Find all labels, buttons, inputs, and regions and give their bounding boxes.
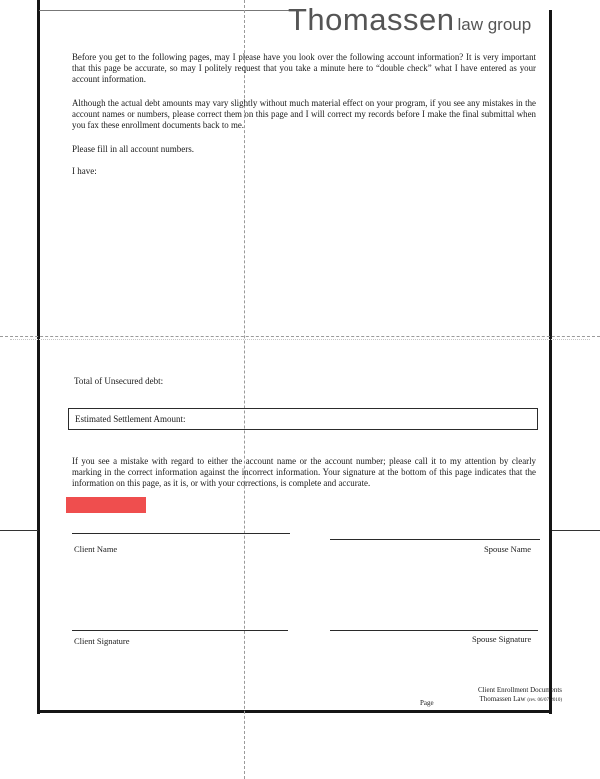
letterhead-name: Thomassen — [288, 2, 455, 37]
spouse-name-line[interactable] — [330, 539, 540, 540]
estimated-settlement-box[interactable] — [68, 408, 538, 430]
fold-crease-horizontal — [0, 336, 600, 337]
client-name-line[interactable] — [72, 533, 290, 534]
spouse-name-label: Spouse Name — [484, 544, 531, 554]
page-border-top — [39, 10, 292, 11]
client-name-label: Client Name — [74, 544, 118, 554]
second-paragraph: Although the actual debt amounts may vary slightly without much material effect on your program, if you see any mistakes in the account names or numbers, please correct them on this page and I will correct my records before I make the final submittal when you fax these enrollment documents back to me. — [72, 98, 536, 130]
footer-firm-line — [462, 695, 562, 705]
footer-firm: Thomassen Law — [479, 695, 526, 703]
footer-revision: (rev. 06/07/2010) — [527, 698, 562, 703]
instruction-text: Please fill in all account numbers. — [72, 144, 194, 154]
page-border-left — [37, 0, 40, 714]
footer-doc-title: Client Enrollment Documents — [478, 686, 562, 694]
letterhead-logo — [288, 2, 531, 38]
i-have-label: I have: — [72, 166, 97, 176]
margin-tick-right — [552, 530, 600, 531]
margin-tick-left — [0, 530, 38, 531]
spouse-signature-line[interactable] — [330, 630, 538, 631]
correction-paragraph: If you see a mistake with regard to either the account name or the account number; please call it to my attention by clearly marking in the correct information against the incorrect information. Your signature at the bottom of this page indicates that the information on this page, as it is, or with your corrections, is complete and accurate. — [72, 456, 536, 488]
intro-paragraph: Before you get to the following pages, may I please have you look over the following account information? It is very important that this page be accurate, so may I politely request that you take a minute here to “double check” what I have entered as your account information. — [72, 52, 536, 84]
page-border-bottom — [37, 710, 552, 713]
page-label: Page — [420, 699, 434, 707]
redaction-bar — [66, 497, 146, 513]
client-signature-line[interactable] — [72, 630, 288, 631]
page-border-right — [549, 10, 552, 714]
client-signature-label: Client Signature — [74, 636, 130, 646]
total-unsecured-label: Total of Unsecured debt: — [74, 376, 164, 386]
footer-block — [462, 686, 562, 705]
fold-crease-horizontal-shadow — [10, 339, 590, 340]
estimated-settlement-label: Estimated Settlement Amount: — [75, 414, 186, 424]
letterhead-tagline: law group — [457, 15, 532, 34]
spouse-signature-label: Spouse Signature — [472, 634, 532, 644]
